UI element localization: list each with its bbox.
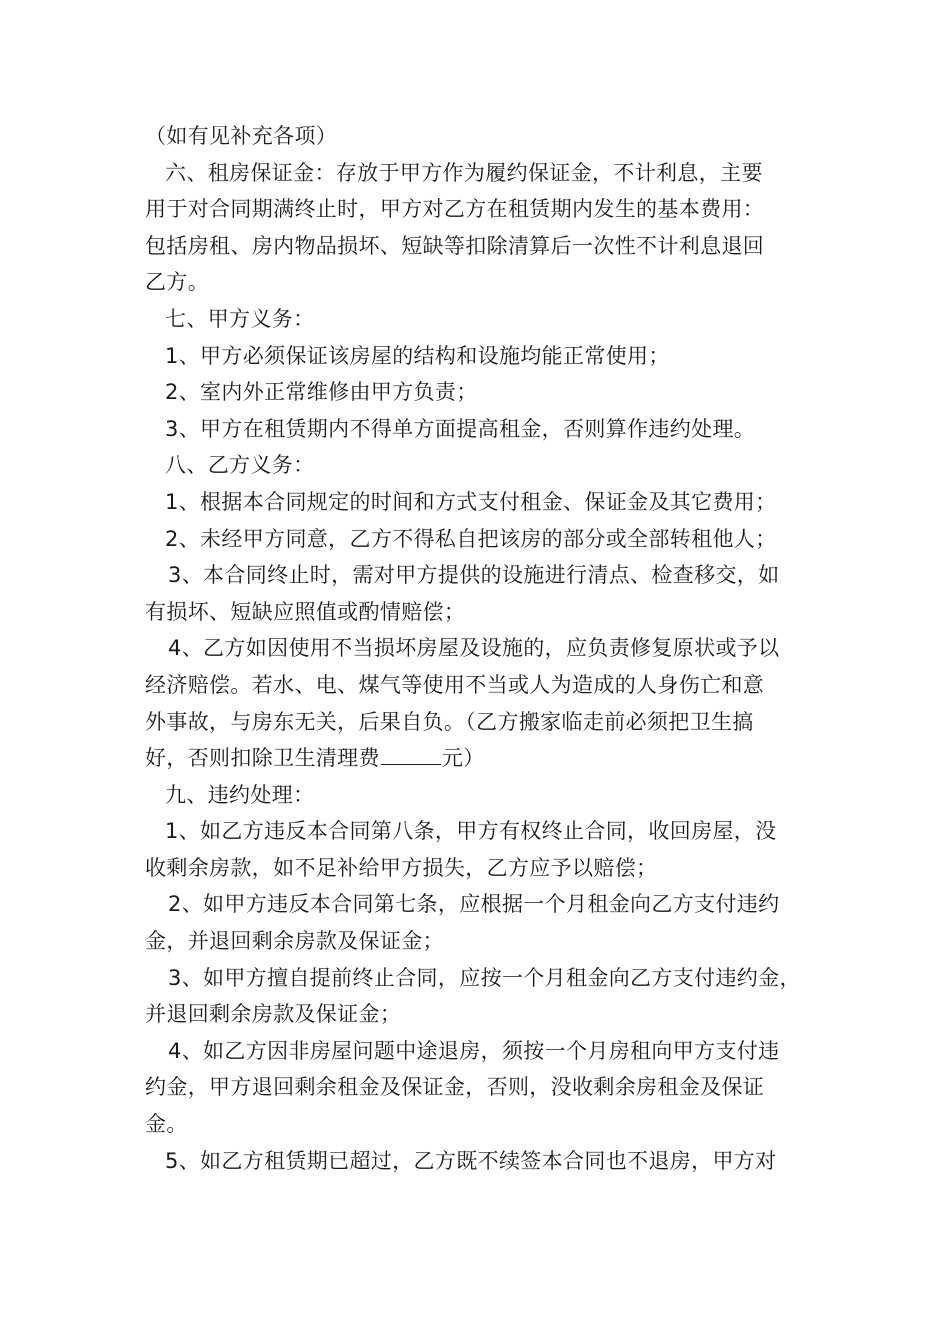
text-line: （如有见补充各项）: [145, 124, 338, 148]
text-line: 乙方。: [145, 270, 210, 295]
list-item: 3、如甲方擅自提前终止合同，应按一个月租金向乙方支付违约金，: [168, 965, 801, 990]
text-line: 并退回剩余房款及保证金；: [145, 1002, 402, 1027]
section-seven-heading: 七、甲方义务：: [165, 306, 315, 331]
text-line: 有损坏、短缺应照值或酌情赔偿；: [145, 599, 466, 624]
list-item: 2、室内外正常维修由甲方负责；: [165, 380, 478, 405]
list-item: 1、如乙方违反本合同第八条，甲方有权终止合同，收回房屋，没: [165, 819, 777, 844]
text-line: 包括房租、房内物品损坏、短缺等扣除清算后一次性不计利息退回: [145, 233, 765, 258]
text-line: 金。: [145, 1112, 188, 1137]
text-line-with-blank: [145, 740, 815, 777]
section-eight-heading: 八、乙方义务：: [165, 453, 315, 478]
list-item: 2、未经甲方同意，乙方不得私自把该房的部分或全部转租他人；: [165, 526, 777, 551]
document-body: [145, 118, 815, 1179]
text-line: 金，并退回剩余房款及保证金；: [145, 929, 444, 954]
list-item: 3、甲方在租赁期内不得单方面提高租金，否则算作违约处理。: [165, 416, 756, 441]
text-line: 收剩余房款，如不足补给甲方损失，乙方应予以赔偿；: [145, 855, 658, 880]
list-item: 3、本合同终止时，需对甲方提供的设施进行清点、检查移交，如: [168, 563, 780, 588]
section-nine-heading: 九、违约处理：: [165, 782, 315, 807]
list-item: 1、甲方必须保证该房屋的结构和设施均能正常使用；: [165, 343, 670, 368]
text-segment: 元）: [441, 746, 485, 771]
text-segment: 好，否则扣除卫生清理费: [145, 746, 380, 771]
list-item: 2、如甲方违反本合同第七条，应根据一个月租金向乙方支付违约: [168, 892, 780, 917]
list-item: 4、乙方如因使用不当损坏房屋及设施的，应负责修复原状或予以: [168, 636, 780, 661]
text-line: 约金，甲方退回剩余租金及保证金，否则，没收剩余房租金及保证: [145, 1075, 765, 1100]
text-line: 外事故，与房东无关，后果自负。（乙方搬家临走前必须把卫生搞: [145, 709, 754, 734]
text-line: 经济赔偿。若水、电、煤气等使用不当或人为造成的人身伤亡和意: [145, 672, 765, 697]
section-six-heading-line: 六、租房保证金：存放于甲方作为履约保证金，不计利息，主要: [165, 160, 763, 185]
list-item: 4、如乙方因非房屋问题中途退房，须按一个月房租向甲方支付违: [168, 1038, 780, 1063]
list-item: 5、如乙方租赁期已超过，乙方既不续签本合同也不退房，甲方对: [165, 1148, 777, 1173]
text-line: 用于对合同期满终止时，甲方对乙方在租赁期内发生的基本费用：: [145, 197, 765, 222]
list-item: 1、根据本合同规定的时间和方式支付租金、保证金及其它费用；: [165, 489, 777, 514]
fill-in-blank: [381, 744, 441, 765]
